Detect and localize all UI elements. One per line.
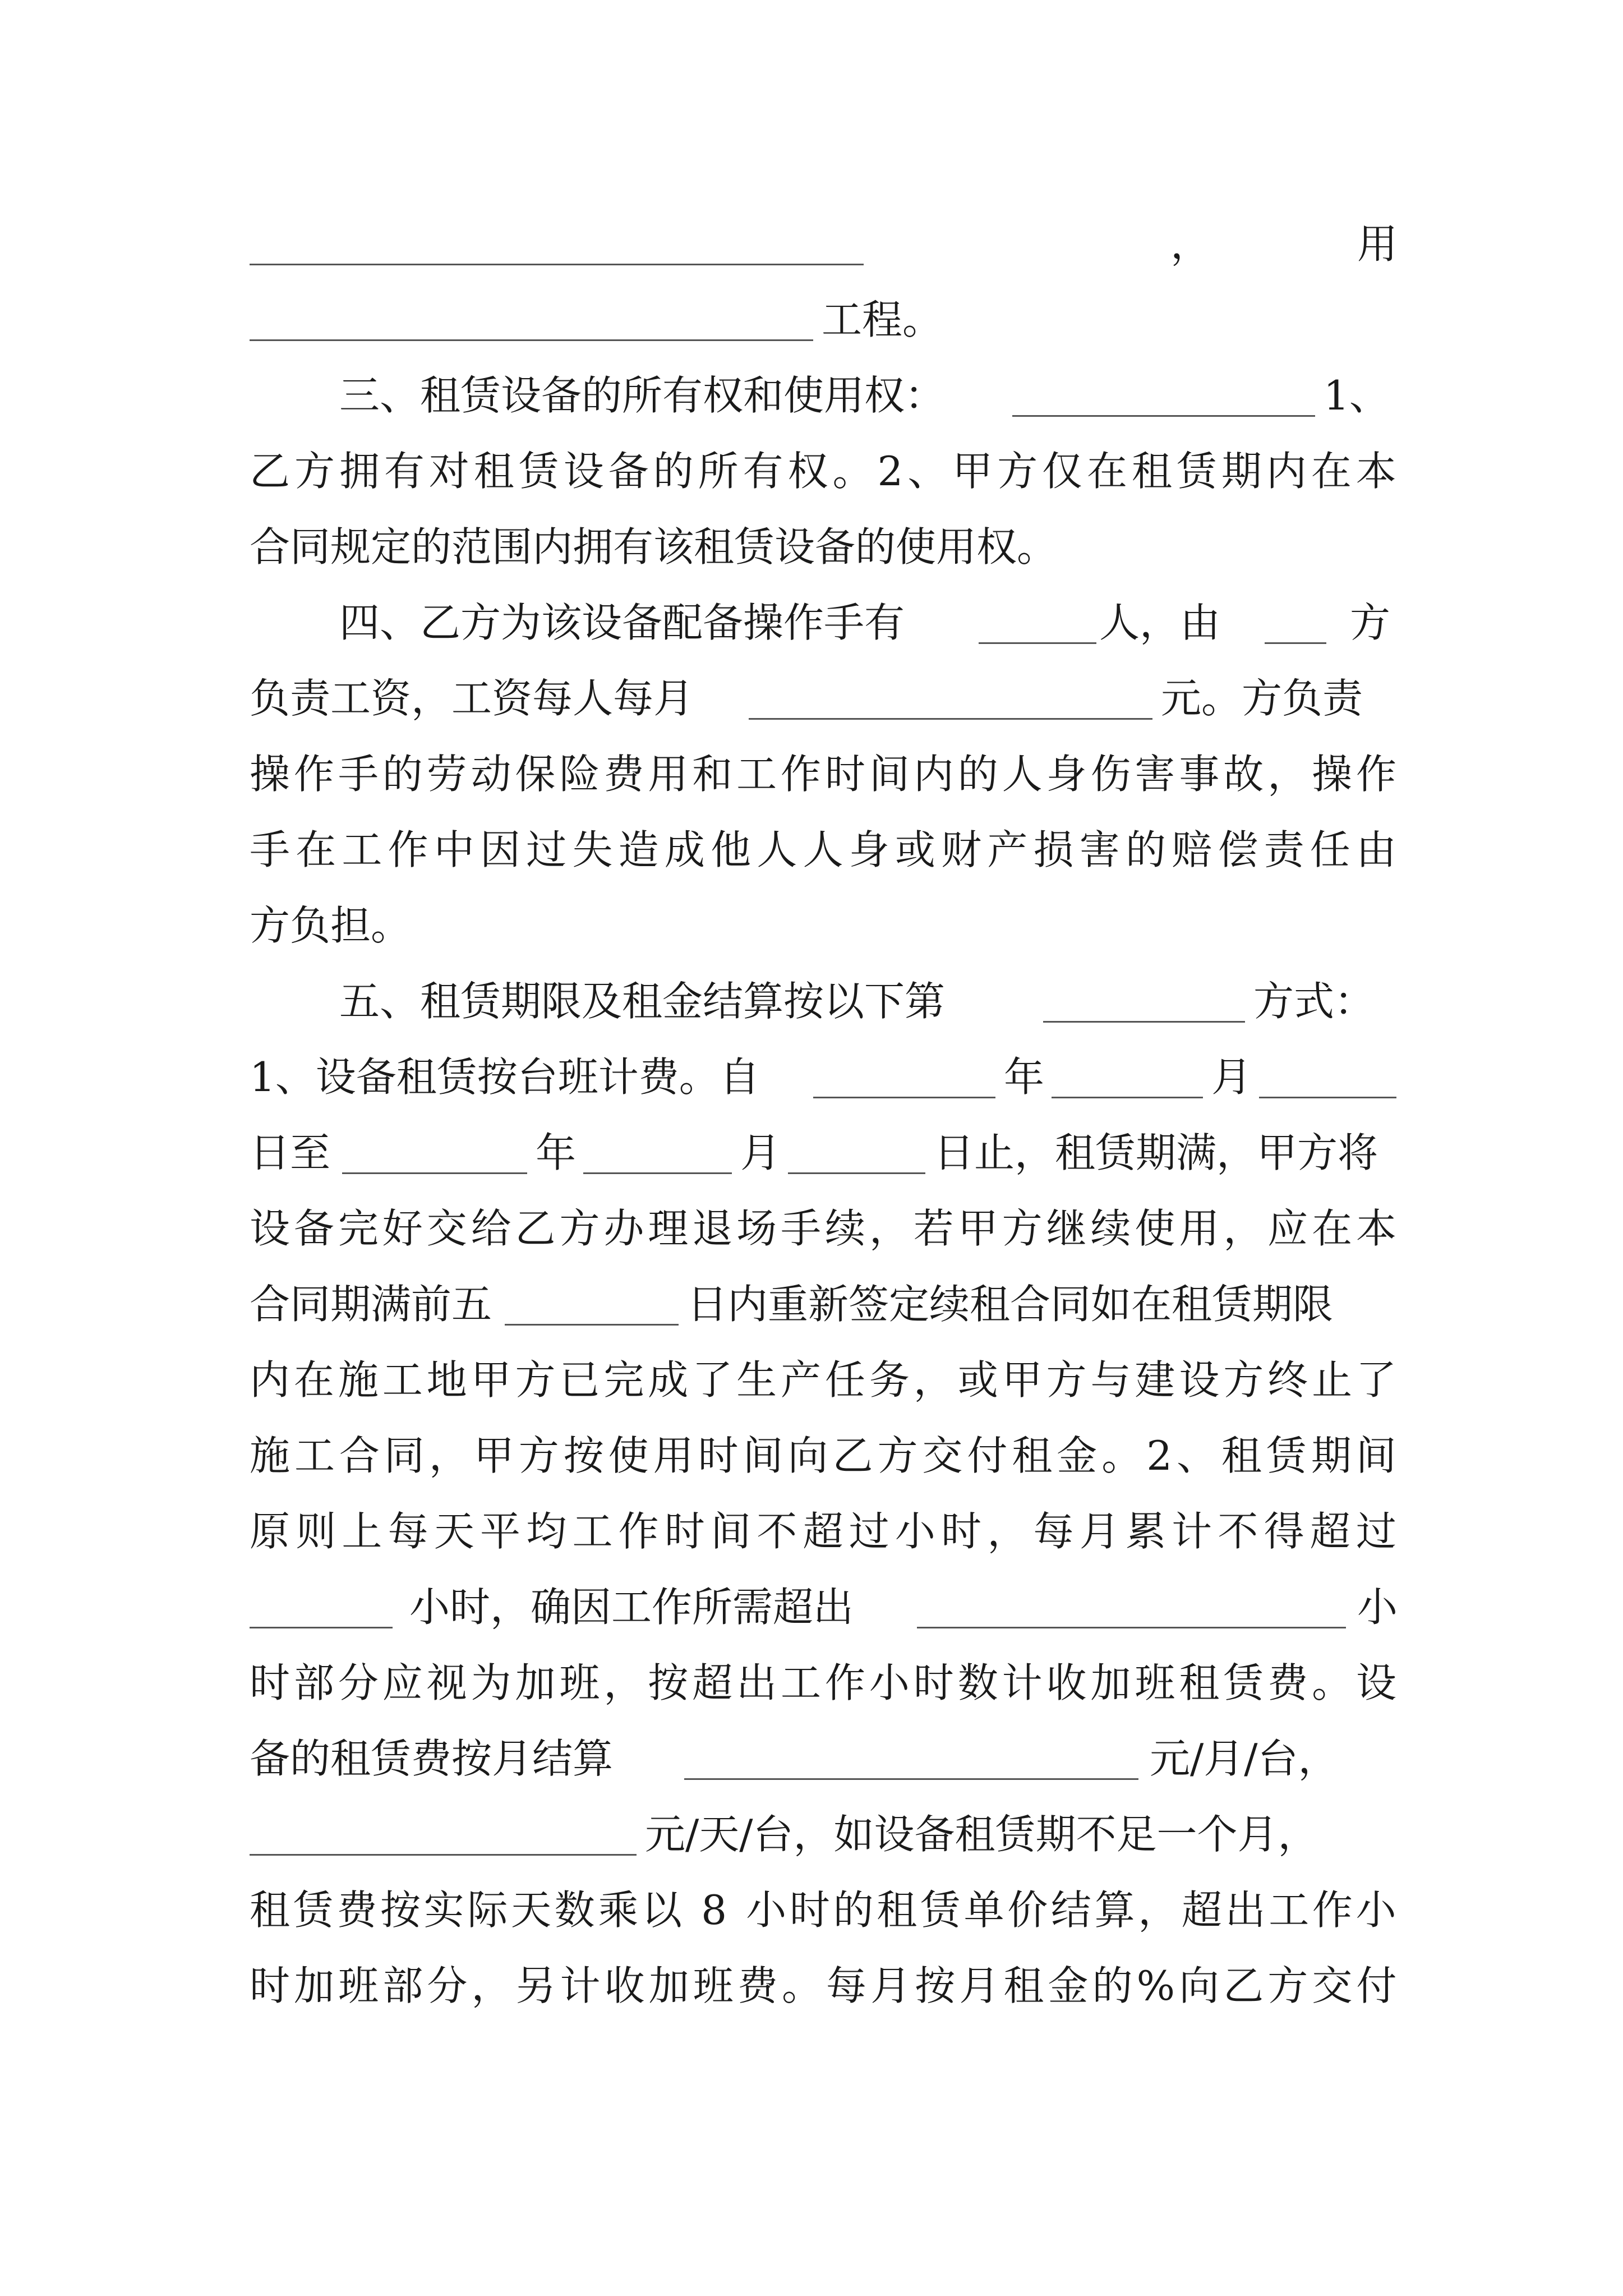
fill-in-blank	[1012, 415, 1315, 417]
line-text: 三、租赁设备的所有权和使用权：	[339, 372, 946, 419]
line-text: 备的租赁费按月结算	[250, 1735, 614, 1782]
text-line	[250, 438, 1401, 499]
line-text: 五、租赁期限及租金结算按以下第	[339, 978, 946, 1025]
text-line	[250, 892, 1396, 954]
line-text: 时部分应视为加班，按超出工作小时数计收加班租赁费。设	[250, 1659, 1400, 1706]
line-text: 负责工资，工资每人每月	[250, 675, 694, 722]
line-text: 四、乙方为该设备配备操作手有	[339, 599, 905, 646]
text-line	[250, 589, 1396, 651]
text-line	[250, 816, 1403, 878]
text-line	[250, 665, 1396, 726]
fill-in-blank	[342, 1172, 527, 1174]
line-text: 元/月/台，	[1150, 1735, 1339, 1782]
fill-in-blank	[749, 718, 1152, 720]
line-text: 租赁费按实际天数乘以 8 小时的租赁单价结算，超出工作小	[250, 1887, 1400, 1934]
line-text: 工程。	[822, 296, 943, 343]
fill-in-blank	[1259, 1097, 1396, 1098]
text-line	[250, 968, 1396, 1029]
line-text: 合同规定的范围内拥有该租赁设备的使用权。	[250, 523, 1058, 570]
fill-in-blank	[1052, 1097, 1203, 1098]
line-text: 日止，租赁期满，甲方将	[934, 1129, 1378, 1176]
text-line	[250, 1422, 1401, 1484]
fill-in-blank	[684, 1778, 1138, 1780]
text-line	[250, 740, 1400, 802]
text-line	[250, 362, 1396, 424]
line-text: 方式：	[1253, 978, 1375, 1025]
text-line	[250, 1195, 1400, 1257]
fill-in-blank	[979, 642, 1096, 644]
line-text: 年	[536, 1129, 577, 1176]
line-text: 日内重新签定续租合同如在租赁期限	[687, 1281, 1334, 1328]
line-text: 乙方拥有对租赁设备的所有权。2、甲方仅在租赁期内在本	[250, 448, 1401, 495]
fill-in-blank	[1265, 642, 1326, 644]
line-text: 原则上每天平均工作时间不超过小时，每月累计不得超过	[250, 1508, 1403, 1555]
text-line	[250, 1649, 1400, 1711]
fill-in-blank	[813, 1097, 995, 1098]
line-text: 人，由	[1099, 599, 1221, 646]
text-line	[250, 1498, 1403, 1559]
line-text: 元。方负责	[1161, 675, 1363, 722]
line-text: 方	[1350, 599, 1391, 646]
text-line	[250, 1801, 1396, 1862]
fill-in-blank	[917, 1627, 1346, 1628]
text-line	[250, 286, 1396, 348]
fill-in-blank	[250, 264, 864, 265]
line-text: 施工合同，甲方按使用时间向乙方交付租金。2、租赁期间	[250, 1432, 1401, 1479]
line-text: 日至	[250, 1129, 331, 1176]
text-line	[250, 1043, 1396, 1105]
line-text: ，	[1170, 220, 1211, 268]
fill-in-blank	[250, 1627, 393, 1628]
fill-in-blank	[250, 1854, 637, 1856]
line-text: 内在施工地甲方已完成了生产任务，或甲方与建设方终止了	[250, 1356, 1400, 1404]
line-text: 合同期满前五	[250, 1281, 492, 1328]
text-line	[250, 1573, 1396, 1635]
line-text: 设备完好交给乙方办理退场手续，若甲方继续使用，应在本	[250, 1205, 1400, 1252]
line-text: 用	[1357, 220, 1397, 268]
text-line	[250, 1952, 1401, 2014]
line-text: 月	[740, 1129, 781, 1176]
line-text: 元/天/台，如设备租赁期不足一个月，	[645, 1811, 1318, 1858]
text-line	[250, 513, 1396, 575]
text-line	[250, 1346, 1400, 1408]
fill-in-blank	[1043, 1021, 1245, 1023]
line-text: 1、	[1324, 372, 1390, 419]
line-text: 方负担。	[250, 902, 412, 949]
line-text: 年	[1004, 1053, 1045, 1101]
line-text: 1、设备租赁按台班计费。自	[250, 1053, 760, 1101]
fill-in-blank	[505, 1324, 679, 1326]
line-text: 小时，确因工作所需超出	[409, 1584, 854, 1631]
line-text: 操作手的劳动保险费用和工作时间内的人身伤害事故，操作	[250, 751, 1400, 798]
text-line	[250, 1119, 1396, 1181]
line-text: 小	[1357, 1584, 1397, 1631]
text-line	[250, 1876, 1400, 1938]
text-line	[250, 1725, 1396, 1787]
fill-in-blank	[250, 339, 813, 341]
text-line	[250, 210, 1396, 272]
line-text: 月	[1211, 1053, 1252, 1101]
line-text: 时加班部分，另计收加班费。每月按月租金的%向乙方交付	[250, 1962, 1401, 2009]
fill-in-blank	[583, 1172, 732, 1174]
line-text: 手在工作中因过失造成他人人身或财产损害的赔偿责任由	[250, 826, 1403, 873]
text-line	[250, 1271, 1396, 1332]
fill-in-blank	[788, 1172, 925, 1174]
